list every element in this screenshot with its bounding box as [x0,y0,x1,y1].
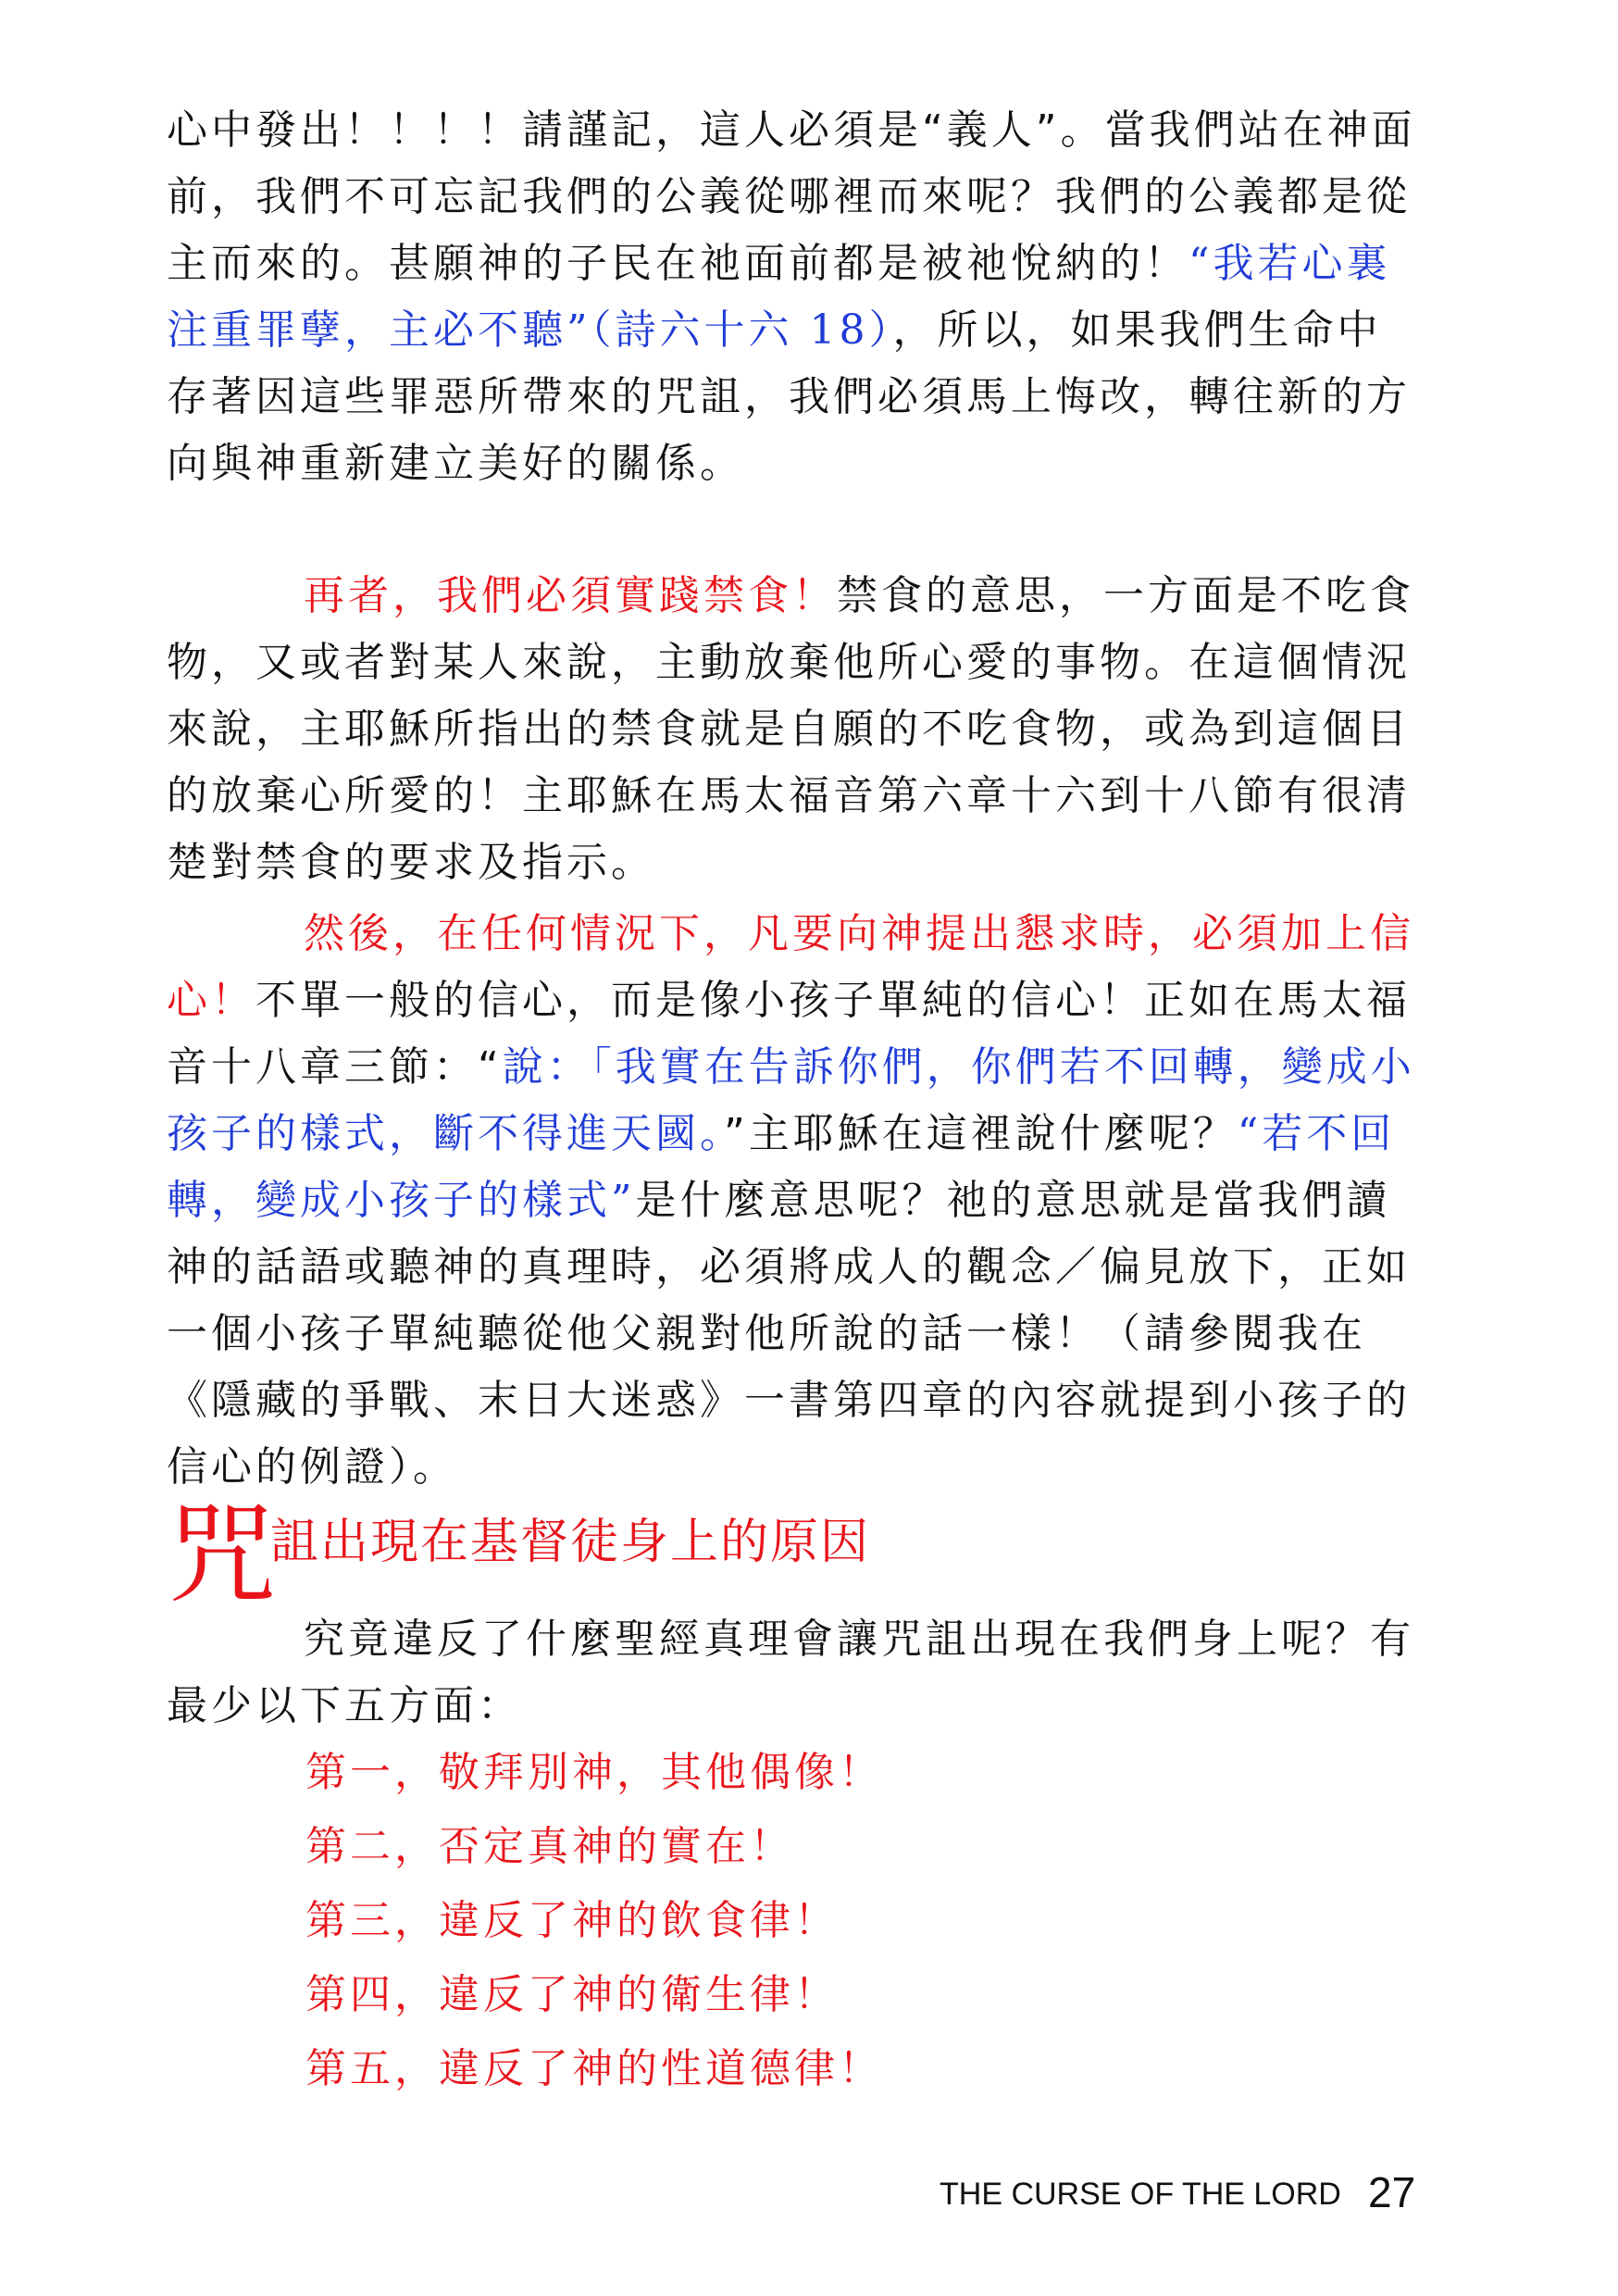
list-item: 第四，違反了神的衛生律！ [305,1971,839,2018]
paragraph-text: 心中發出！！！！請謹記，這人必須是“義人”。當我們站在神面前，我們不可忘記我們的公義從哪裡而來呢？我們的公義都是從主而來的。甚願神的子民在祂面前都是被祂悅納的！ [167,106,1416,287]
list-item: 第一，敬拜別神，其他偶像！ [305,1749,883,1796]
paragraph-text: 禁食的意思，一方面是不吃食物，又或者對某人來說，主動放棄他所心愛的事物。在這個情況來說，主耶穌所指出的禁食就是自願的不吃食物，或為到這個目的放棄心所愛的！主耶穌在馬太福音第六章十六到十八節有很清楚對禁食的要求及指示。 [167,572,1414,886]
list-item: 第三，違反了神的飲食律！ [305,1897,839,1944]
section-heading [167,1491,1416,1620]
paragraph-text: 究竟違反了什麼聖經真理會讓咒詛出現在我們身上呢？有最少以下五方面： [167,1616,1414,1729]
highlight-fasting: 再者，我們必須實踐禁食！ [304,572,837,619]
scripture-quote: “我若心裏注重罪孽，主必不聽” [167,240,1391,354]
paragraph-text: 不單一般的信心，而是像小孩子單純的信心！正如在馬太福音十八章三節：“ [167,977,1411,1091]
scripture-quote: 說：「我實在告訴你們，你們若不回轉，變成小孩子的樣式，斷不得進天國。 [167,1043,1415,1157]
list-item: 第五，違反了神的性道德律！ [305,2045,883,2092]
scripture-reference: （詩六十六 18） [591,306,893,354]
paragraph-faith [167,901,1416,1501]
paragraph-fasting [167,563,1416,896]
running-footer-title: THE CURSE OF THE LORD [940,2177,1341,2212]
page-number: 27 [1368,2168,1416,2216]
paragraph-text: ，所以，如果我們生命中存著因這些罪惡所帶來的咒詛，我們必須馬上悔改，轉往新的方向與神重新建立美好的關係。 [167,306,1411,487]
reasons-list [305,1736,1324,2106]
scripture-quote: “若不回轉，變成小孩子的樣式” [167,1110,1396,1224]
paragraph-text: 是什麼意思呢？祂的意思就是當我們讀神的話語或聽神的真理時，必須將成人的觀念／偏見放下，正如一個小孩子單純聽從他父親對他所說的話一樣！（請參閱我在《隱藏的爭戰、末日大迷惑》一書第四章的內容就提到小孩子的信心的例證）。 [167,1177,1411,1491]
list-item: 第二，否定真神的實在！ [305,1823,794,1870]
drop-cap: 咒 [167,1491,277,1618]
paragraph-reasons [167,1606,1416,1740]
paragraph-righteous [167,97,1416,497]
paragraph-text: ”主耶穌在這裡說什麼呢？ [724,1110,1238,1157]
section-heading-text: 詛出現在基督徒身上的原因 [270,1515,871,1570]
highlight-faith: 然後，在任何情況下，凡要向神提出懇求時，必須加上信心！ [167,910,1414,1024]
